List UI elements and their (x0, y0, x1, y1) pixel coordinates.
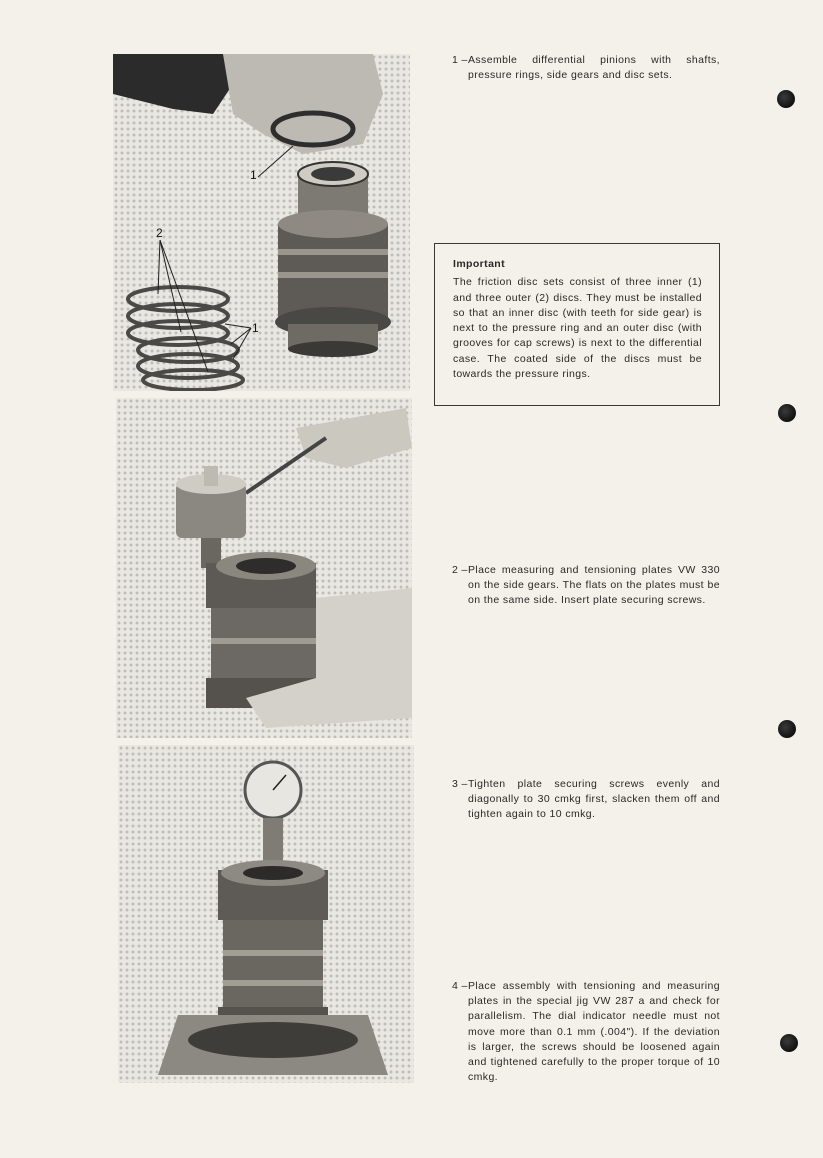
binder-hole (778, 720, 796, 738)
step-1 (452, 53, 720, 83)
step-2 (452, 563, 720, 609)
fig1-label-1b: 1 (252, 321, 259, 335)
fig1-label-1a: 1 (250, 168, 257, 182)
step-1-text: Assemble differential pinions with shafts, pressure rings, side gears and disc sets. (468, 54, 720, 82)
step-3-text: Tighten plate securing screws evenly and diagonally to 30 cmkg first, slacken them off and tighten again to 10 cmkg. (468, 778, 720, 821)
step-2-number: 2 – (452, 564, 468, 576)
step-4 (452, 979, 720, 1085)
important-text: The friction disc sets consist of three inner (1) and three outer (2) discs. They must be installed so that an inner disc (with teeth for side gear) is next to the pressure ring and an outer disc (with grooves for cap screws) is next to the differential case. The coated side of the discs must be towards the pressure rings. (453, 276, 702, 381)
binder-hole (780, 1034, 798, 1052)
dial-indicator-illustration (118, 745, 414, 1083)
step-2-text: Place measuring and tensioning plates VW 330 on the side gears. The flats on the plates must be on the same side. Insert plate securing screws. (468, 564, 720, 607)
photo-disc-assembly (113, 54, 410, 391)
photo-dial-indicator-jig (118, 745, 414, 1083)
step-4-text: Place assembly with tensioning and measuring plates in the special jig VW 287 a and check for parallelism. The dial indicator needle must not move more than 0.1 mm (.004"). If the deviation is larger, the screws should be loosened again and tightened carefully to the proper torque of 10 cmkg. (468, 980, 720, 1084)
binder-hole (777, 90, 795, 108)
step-3-number: 3 – (452, 778, 468, 790)
step-4-number: 4 – (452, 980, 468, 992)
important-box (434, 243, 720, 406)
important-heading: Important (453, 258, 506, 270)
disc-assembly-illustration (113, 54, 410, 391)
fig1-label-2: 2 (156, 226, 163, 240)
tensioning-plates-illustration (116, 398, 412, 738)
photo-tensioning-plates (116, 398, 412, 738)
step-1-number: 1 – (452, 54, 468, 66)
step-3 (452, 777, 720, 823)
binder-hole (778, 404, 796, 422)
